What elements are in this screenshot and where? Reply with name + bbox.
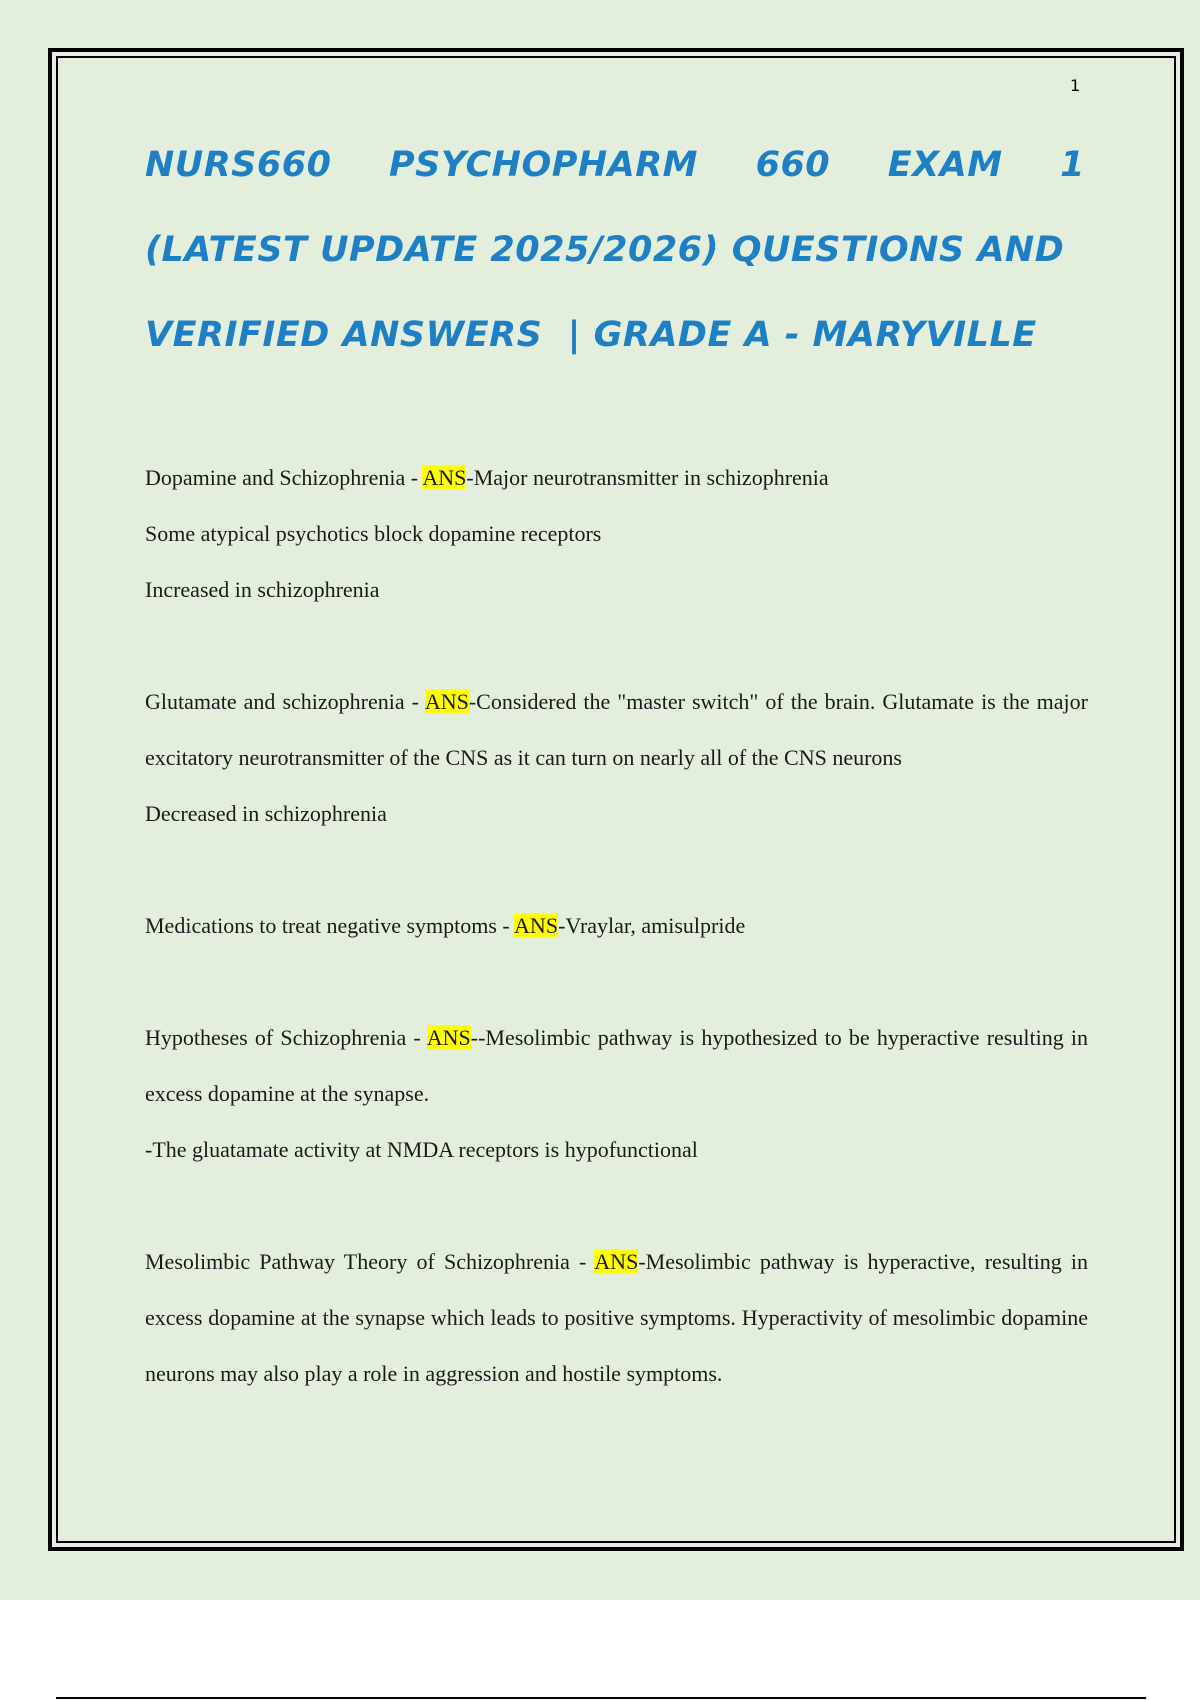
title-line-1 bbox=[145, 128, 1085, 213]
title-line-3: VERIFIED ANSWERS | GRADE A - MARYVILLE bbox=[145, 315, 1037, 355]
qa-item-dopamine bbox=[145, 450, 1088, 618]
document-title bbox=[145, 128, 1085, 383]
qa-item-mesolimbic bbox=[145, 1234, 1088, 1402]
question-text: Dopamine and Schizophrenia - bbox=[145, 465, 423, 490]
qa-item-glutamate bbox=[145, 674, 1088, 842]
answer-line: Some atypical psychotics block dopamine receptors bbox=[145, 521, 602, 546]
ans-highlight: ANS bbox=[594, 1249, 639, 1274]
answer-text: -Mesolimbic pathway is hyperactive, resulting in excess dopamine at the synapse which leads to positive symptoms. Hyperactivity of mesolimbic dopamine neurons may also play a role in aggression and hostile symptoms. bbox=[145, 1249, 1088, 1386]
ans-highlight: ANS bbox=[426, 1025, 471, 1050]
title-word: 1 bbox=[1060, 145, 1085, 185]
ans-highlight: ANS bbox=[424, 689, 469, 714]
title-word: 660 bbox=[755, 145, 831, 185]
question-text: Medications to treat negative symptoms - bbox=[145, 913, 515, 938]
answer-text: -Major neurotransmitter in schizophrenia bbox=[466, 465, 829, 490]
question-text: Hypotheses of Schizophrenia - bbox=[145, 1025, 427, 1050]
ans-highlight: ANS bbox=[514, 913, 559, 938]
question-text: Mesolimbic Pathway Theory of Schizophrenia - bbox=[145, 1249, 595, 1274]
qa-list bbox=[145, 450, 1088, 1458]
page-number: 1 bbox=[1070, 76, 1081, 95]
answer-text: --Mesolimbic pathway is hypothesized to be hyperactive resulting in excess dopamine at the synapse. bbox=[145, 1025, 1089, 1106]
answer-line: -The gluatamate activity at NMDA receptors is hypofunctional bbox=[145, 1137, 698, 1162]
answer-line: Decreased in schizophrenia bbox=[145, 801, 387, 826]
title-word: NURS660 bbox=[145, 145, 332, 185]
ans-highlight: ANS bbox=[422, 465, 467, 490]
qa-item-hypotheses bbox=[145, 1010, 1088, 1178]
qa-item-negative-symptoms bbox=[145, 898, 1088, 954]
footer-divider bbox=[56, 1697, 1146, 1699]
answer-line: Increased in schizophrenia bbox=[145, 577, 380, 602]
title-word: EXAM bbox=[887, 145, 1003, 185]
question-text: Glutamate and schizophrenia - bbox=[145, 689, 425, 714]
answer-text: -Vraylar, amisulpride bbox=[558, 913, 746, 938]
title-word: PSYCHOPHARM bbox=[389, 145, 699, 185]
title-line-2: (LATEST UPDATE 2025/2026) QUESTIONS AND bbox=[145, 230, 1065, 270]
answer-text: -Considered the "master switch" of the brain. Glutamate is the major excitatory neurotransmitter of the CNS as it can turn on nearly all of the CNS neurons bbox=[145, 689, 1088, 770]
